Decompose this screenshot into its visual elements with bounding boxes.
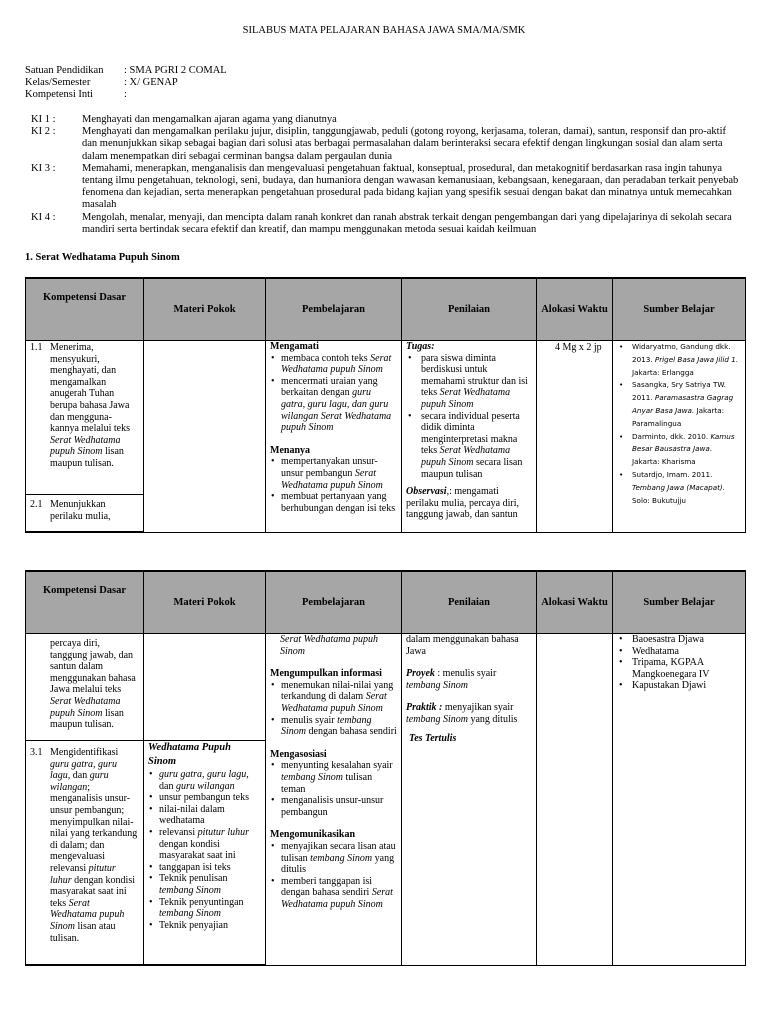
- list-item: • Teknik penyajian: [158, 920, 261, 932]
- ki-label: KI 3 :: [31, 162, 56, 174]
- syllabus-table-1: [25, 277, 746, 533]
- source-item: • Darminto, dkk. 2010. Kamus Besar Bausastra Jawa. Jakarta: Kharisma: [631, 431, 741, 469]
- kd-text: Menunjukkan perilaku mulia,: [50, 499, 111, 522]
- alokasi-cell: [537, 634, 613, 966]
- sumber-cell: [613, 634, 746, 966]
- kd-text: Menerima, mensyukuri, menghayati, dan mengamalkan anugerah Tuhan berupa bahasa Jawa dan mengguna-kannya melalui teks: [50, 342, 130, 435]
- meta-value: :: [124, 89, 127, 100]
- table-row: [26, 341, 746, 495]
- list-item: • menemukan nilai-nilai yang terkandung di dalam Serat Wedhatama pupuh Sinom: [280, 680, 397, 715]
- list-item: • secara individual peserta didik diminta menginterpretasi makna teks Serat Wedhatama pupuh Sinom secara lisan maupun tulisan: [420, 411, 532, 481]
- list-item: • menyajikan secara lisan atau tulisan tembang Sinom yang ditulis: [280, 841, 397, 876]
- table-row: [26, 634, 746, 741]
- source-item: • Widaryatmo, Gandung dkk. 2013. Prigel Basa Jawa Jilid 1. Jakarta: Erlangga: [631, 341, 741, 379]
- penilaian-cell: [402, 634, 537, 966]
- meta-label: Kompetensi Inti: [25, 89, 93, 100]
- list-item: • tanggapan isi teks: [158, 862, 261, 874]
- table-header-row: [26, 278, 746, 341]
- assessment-project: Proyek : menulis syair tembang Sinom: [406, 668, 497, 691]
- assessment-practice: Praktik : menyajikan syair tembang Sinom yang ditulis: [406, 702, 518, 725]
- list-item: • Teknik penyuntingan tembang Sinom: [158, 897, 261, 920]
- col-header: Penilaian: [402, 278, 537, 341]
- materi-title: Wedhatama Pupuh Sinom: [148, 742, 231, 767]
- col-header: Pembelajaran: [266, 571, 402, 634]
- col-header: Alokasi Waktu: [537, 571, 613, 634]
- col-header: Materi Pokok: [144, 278, 266, 341]
- meta-label: Satuan Pendidikan: [25, 65, 104, 76]
- materi-cell: [144, 341, 266, 533]
- activity-heading: Mengumpulkan informasi: [270, 668, 382, 680]
- list-item: • guru gatra, guru lagu, dan guru wilangan: [158, 769, 261, 792]
- col-header: Alokasi Waktu: [537, 278, 613, 341]
- list-item: • nilai-nilai dalam wedhatama: [158, 804, 261, 827]
- list-item: • Teknik penulisan tembang Sinom: [158, 873, 261, 896]
- ki-label: KI 1 :: [31, 114, 56, 125]
- kd-number: 2.1: [30, 499, 43, 510]
- meta-label: Kelas/Semester: [25, 77, 91, 88]
- materi-cell: [144, 634, 266, 741]
- section-title: 1. Serat Wedhatama Pupuh Sinom: [25, 252, 180, 263]
- list-item: • membuat pertanyaan yang berhubungan dengan isi teks: [280, 491, 397, 514]
- kd-cell: [26, 741, 144, 966]
- kd-text: lisan maupun tulisan.: [50, 446, 124, 469]
- kd-cell: [26, 495, 144, 533]
- alokasi-cell: [537, 341, 613, 533]
- ki-text: Menghayati dan mengamalkan ajaran agama yang dianutnya: [82, 114, 337, 125]
- alokasi-value: 4 Mg x 2 jp: [555, 342, 602, 353]
- assessment-continuation: dalam menggunakan bahasa Jawa: [406, 634, 519, 657]
- list-item: • mencermati uraian yang berkaitan dengan guru gatra, guru lagu, dan guru wilangan Serat Wedhatama pupuh Sinom: [280, 376, 397, 434]
- col-header: Sumber Belajar: [613, 571, 746, 634]
- assessment-heading: Tes Tertulis: [409, 732, 457, 744]
- table-header-row: [26, 571, 746, 634]
- list-item: • memberi tanggapan isi dengan bahasa sendiri Serat Wedhatama pupuh Sinom: [280, 876, 397, 911]
- kd-number: 1.1: [30, 342, 43, 353]
- col-header: Kompetensi Dasar: [26, 571, 144, 634]
- ki-label: KI 2 :: [31, 126, 56, 138]
- list-item: • para siswa diminta berdiskusi untuk memahami struktur dan isi teks Serat Wedhatama pupuh Sinom: [420, 353, 532, 411]
- page-title: SILABUS MATA PELAJARAN BAHASA JAWA SMA/MA/SMK: [242, 25, 526, 36]
- col-header: Sumber Belajar: [613, 278, 746, 341]
- pembelajaran-cell: [266, 634, 402, 966]
- source-item: • Sasangka, Sry Satriya TW. 2011. Paramasastra Gagrag Anyar Basa Jawa. Jakarta: Paramalingua: [631, 379, 741, 430]
- activity-heading: Mengomunikasikan: [270, 829, 356, 841]
- ki-text: Mengolah, menalar, menyaji, dan mencipta dalam ranah konkret dan ranah abstrak terkait dengan pengembangan dari yang dipelajarinya di sekolah secara mandiri serta bertindak secara efektif dan kreatif, dan mampu menggunakan metoda sesuai kaidah keilmuan: [82, 211, 732, 235]
- kd-text: Mengidentifikasi guru gatra, guru lagu, dan guru wilangan; menganalisis unsur-unsur pembangun; menyimpulkan nilai-nilai yang terkandung di dalam; dan mengevaluasi relevansi pitutur luhur dengan kondisi masyarakat saat ini teks Serat Wedhatama pupuh Sinom lisan atau tulisan.: [50, 747, 138, 944]
- list-item: • unsur pembangun teks: [158, 792, 261, 804]
- pembelajaran-cell: [266, 341, 402, 533]
- col-header: Pembelajaran: [266, 278, 402, 341]
- activity-heading: Mengasosiasi: [270, 748, 327, 760]
- ki-text: Menghayati dan mengamalkan perilaku jujur, disiplin, tanggungjawab, peduli (gotong royong, kerjasama, toleran, damai), santun, responsif dan pro-aktif dan menunjukkan sikap sebagai bagian dari solusi atas berbagai permasalahan dalam berinteraksi secara efektif dengan lingkungan sosial dan alam serta dalam menempatkan diri sebagai cerminan bangsa dalam pergaulan dunia: [82, 126, 726, 162]
- source-item: • Kapustakan Djawi: [631, 680, 741, 692]
- kd-cell: [26, 341, 144, 495]
- activity-heading: Menanya: [270, 444, 310, 456]
- list-item: • membaca contoh teks Serat Wedhatama pupuh Sinom: [280, 353, 397, 376]
- syllabus-table-2: [25, 570, 746, 966]
- activity-continuation: Serat Wedhatama pupuh Sinom: [280, 634, 378, 657]
- ki-text: Memahami, menerapkan, menganalisis dan mengevaluasi pengetahuan faktual, konseptual, prosedural, dan metakognitif berdasarkan rasa ingin tahunya tentang ilmu pengetahuan, teknologi, seni, budaya, dan humaniora dengan wawasan kemanusiaan, kebangsaan, kenegaraan, dan peradaban terkait penyebab fenomena dan kejadian, serta menerapkan pengetahuan prosedural pada bidang kajian yang spesifik sesuai dengan bakat dan minatnya untuk memecahkan masalah: [82, 162, 739, 211]
- source-item: • Sutardjo, Imam. 2011. Tembang Jawa (Macapat). Solo: Bukutujju: [631, 469, 741, 507]
- kd-text-italic: Serat Wedhatama pupuh Sinom: [50, 434, 121, 458]
- list-item: • menulis syair tembang Sinom dengan bahasa sendiri: [280, 715, 397, 738]
- list-item: • menganalisis unsur-unsur pembangun: [280, 795, 397, 818]
- identity-block: [25, 65, 227, 101]
- assessment-heading: Tugas:: [406, 341, 435, 352]
- col-header: Penilaian: [402, 571, 537, 634]
- col-header: Kompetensi Dasar: [26, 278, 144, 341]
- col-header: Materi Pokok: [144, 571, 266, 634]
- source-item: • Wedhatama: [631, 646, 741, 658]
- list-item: • mempertanyakan unsur-unsur pembangun Serat Wedhatama pupuh Sinom: [280, 456, 397, 491]
- ki-label: KI 4 :: [31, 211, 56, 223]
- list-item: • relevansi pitutur luhur dengan kondisi masyarakat saat ini: [158, 827, 261, 862]
- meta-value: : X/ GENAP: [124, 77, 178, 88]
- materi-cell: [144, 741, 266, 966]
- activity-heading: Mengamati: [270, 341, 319, 352]
- penilaian-cell: [402, 341, 537, 533]
- assessment-observation: Observasi,: mengamati perilaku mulia, percaya diri, tanggung jawab, dan santun: [406, 486, 520, 521]
- kd-number: 3.1: [30, 747, 43, 758]
- source-item: • Baoesastra Djawa: [631, 634, 741, 646]
- meta-value: : SMA PGRI 2 COMAL: [124, 65, 227, 76]
- core-competencies: [31, 114, 741, 236]
- sumber-cell: [613, 341, 746, 533]
- list-item: • menyunting kesalahan syair tembang Sinom tulisan teman: [280, 760, 397, 795]
- kd-cell: percaya diri, tanggung jawab, dan santun dalam menggunakan bahasa Jawa melalui teks Serat Wedhatama pupuh Sinom lisan maupun tulisan.: [26, 634, 144, 741]
- source-item: • Tripama, KGPAA Mangkoenegara IV: [631, 657, 741, 680]
